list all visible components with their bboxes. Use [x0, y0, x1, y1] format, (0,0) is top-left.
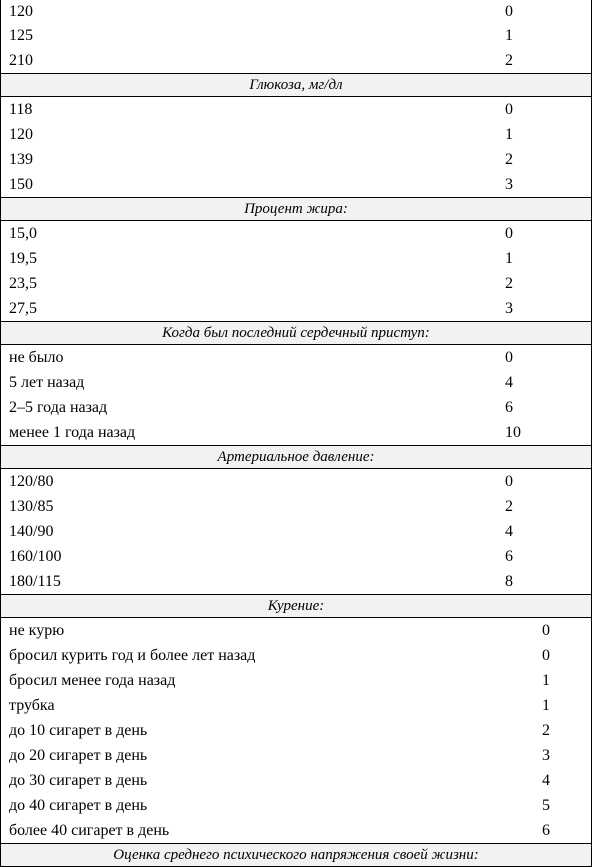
section-header-heart-attack: Когда был последний сердечный приступ:	[1, 321, 591, 345]
table-row	[1, 494, 591, 519]
row-value: 2–5 года назад	[9, 399, 108, 416]
row-value: 15,0	[9, 225, 37, 242]
row-points: 3	[542, 747, 550, 764]
row-value: 5 лет назад	[9, 374, 85, 391]
table-row	[1, 122, 591, 147]
table-row	[1, 768, 591, 793]
section-header-fat-percent: Процент жира:	[1, 197, 591, 221]
table-row	[1, 519, 591, 544]
row-points: 2	[505, 52, 513, 69]
smoking-rows	[0, 618, 592, 867]
table-row	[1, 469, 591, 494]
row-points: 1	[542, 697, 550, 714]
row-value: 180/115	[9, 573, 61, 590]
row-value: до 10 сигарет в день	[9, 722, 148, 739]
row-value: 139	[9, 151, 33, 168]
table-row	[1, 23, 591, 48]
row-value: до 40 сигарет в день	[9, 797, 148, 814]
row-points: 10	[505, 424, 521, 441]
table-row	[1, 618, 591, 643]
row-value: 120	[9, 126, 33, 143]
row-points: 0	[505, 3, 513, 20]
row-points: 2	[505, 498, 513, 515]
row-points: 6	[505, 548, 513, 565]
row-points: 0	[505, 101, 513, 118]
table-row	[1, 172, 591, 197]
row-points: 1	[505, 126, 513, 143]
row-points: 0	[505, 349, 513, 366]
table-row	[1, 793, 591, 818]
table-row	[1, 818, 591, 843]
row-value: бросил курить год и более лет назад	[9, 647, 256, 664]
row-value: 210	[9, 52, 33, 69]
table-row	[1, 643, 591, 668]
row-points: 2	[505, 275, 513, 292]
row-points: 2	[542, 722, 550, 739]
row-value: 120/80	[9, 473, 54, 490]
table-row	[1, 569, 591, 594]
row-value: более 40 сигарет в день	[9, 822, 170, 839]
row-points: 6	[542, 822, 550, 839]
table-row	[1, 693, 591, 718]
row-points: 1	[505, 250, 513, 267]
row-points: 4	[505, 523, 513, 540]
section-header-blood-pressure: Артериальное давление:	[1, 445, 591, 469]
row-value: не курю	[9, 622, 65, 639]
row-points: 0	[542, 622, 550, 639]
table-row	[1, 221, 591, 246]
table-row	[1, 296, 591, 321]
section-header-mental-stress: Оценка среднего психического напряжения своей жизни:	[1, 843, 591, 867]
section-header-smoking: Курение:	[1, 594, 591, 618]
table-row	[1, 0, 591, 23]
table-row	[1, 743, 591, 768]
table-row	[1, 271, 591, 296]
table-row	[1, 97, 591, 122]
table-row	[1, 668, 591, 693]
row-points: 2	[505, 151, 513, 168]
row-points: 6	[505, 399, 513, 416]
row-value: менее 1 года назад	[9, 424, 136, 441]
row-value: 118	[9, 101, 33, 118]
row-points: 0	[542, 647, 550, 664]
row-value: 27,5	[9, 300, 37, 317]
table-row	[1, 48, 591, 73]
row-value: 140/90	[9, 523, 54, 540]
row-value: до 20 сигарет в день	[9, 747, 148, 764]
row-points: 4	[542, 772, 550, 789]
row-points: 4	[505, 374, 513, 391]
row-points: 1	[542, 672, 550, 689]
row-value: 125	[9, 27, 33, 44]
row-points: 3	[505, 300, 513, 317]
row-value: 120	[9, 3, 33, 20]
table-row	[1, 246, 591, 271]
table-row	[1, 370, 591, 395]
row-value: до 30 сигарет в день	[9, 772, 148, 789]
row-value: 130/85	[9, 498, 54, 515]
table-row	[1, 718, 591, 743]
row-value: не было	[9, 349, 64, 366]
table-row	[1, 345, 591, 370]
row-value: 23,5	[9, 275, 37, 292]
table-row	[1, 544, 591, 569]
row-points: 8	[505, 573, 513, 590]
row-value: бросил менее года назад	[9, 672, 176, 689]
row-points: 0	[505, 473, 513, 490]
table-row	[1, 147, 591, 172]
row-value: 160/100	[9, 548, 62, 565]
table-row	[1, 395, 591, 420]
row-points: 3	[505, 176, 513, 193]
table-row	[1, 420, 591, 445]
row-points: 5	[542, 797, 550, 814]
section-header-glucose: Глюкоза, мг/дл	[1, 73, 591, 97]
row-points: 0	[505, 225, 513, 242]
row-value: трубка	[9, 697, 55, 714]
row-value: 19,5	[9, 250, 37, 267]
row-value: 150	[9, 176, 33, 193]
row-points: 1	[505, 27, 513, 44]
